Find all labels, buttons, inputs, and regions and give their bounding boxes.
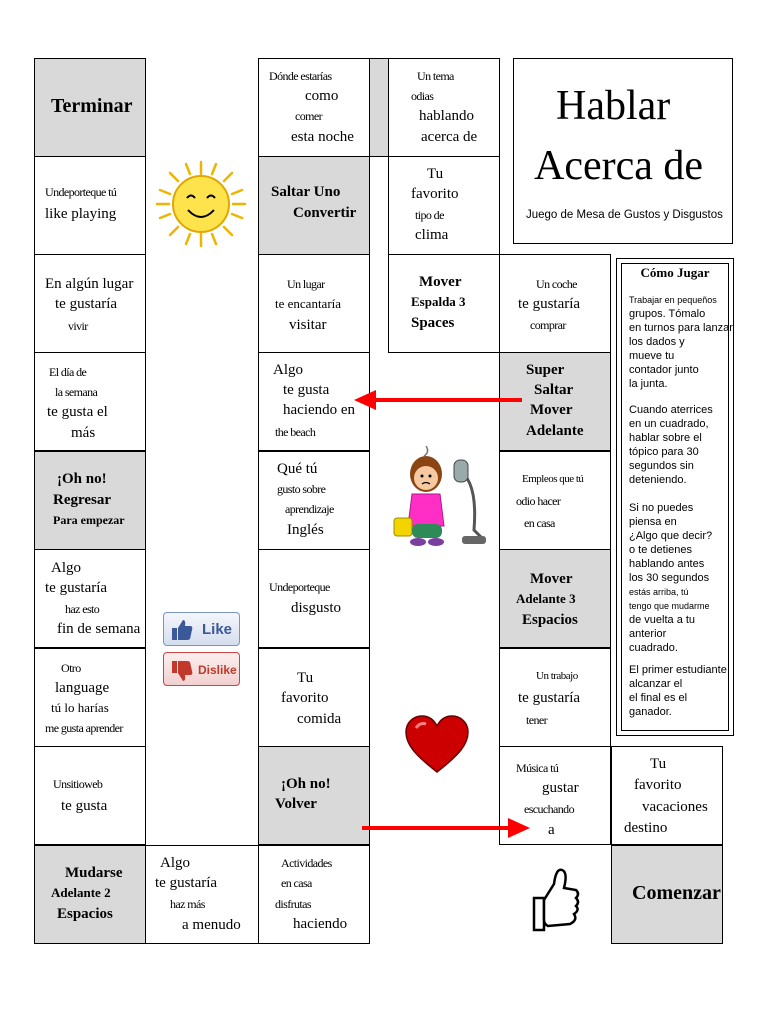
rule-line: contador junto bbox=[629, 364, 699, 376]
square-label: te gusta bbox=[61, 798, 108, 814]
girl-cleaning-icon bbox=[388, 440, 492, 552]
square-label: gusto sobre bbox=[277, 482, 326, 496]
square-label: escuchando bbox=[524, 802, 574, 816]
square-label: disgusto bbox=[291, 600, 342, 616]
square-oh-no-regresar bbox=[34, 451, 146, 550]
rule-line: tengo que mudarme bbox=[629, 601, 710, 611]
square-vacaciones bbox=[611, 746, 723, 845]
square-label: Dónde estarías bbox=[269, 69, 332, 83]
square-donde-comer bbox=[258, 58, 370, 157]
square-label: Saltar Uno bbox=[271, 184, 341, 200]
square-label: Adelante 3 bbox=[516, 591, 576, 606]
square-label: haz esto bbox=[65, 602, 100, 616]
rule-line: ganador. bbox=[629, 706, 672, 718]
square-label: tipo de bbox=[415, 208, 444, 222]
square-label: Música tú bbox=[516, 761, 559, 775]
square-label: Volver bbox=[275, 796, 317, 812]
square-label: Adelante bbox=[526, 423, 584, 439]
square-label: Actividades bbox=[281, 856, 332, 870]
square-label: Undeporteque tú bbox=[45, 185, 117, 199]
square-label: haciendo bbox=[293, 916, 348, 932]
thumbs-down-icon bbox=[170, 659, 194, 683]
rule-line: en turnos para lanzar bbox=[629, 322, 733, 334]
square-fin-semana bbox=[34, 549, 146, 648]
square-label: Tu bbox=[297, 670, 314, 686]
rule-line: estás arriba, tú bbox=[629, 587, 689, 597]
square-deporte-like bbox=[34, 156, 146, 255]
square-label: acerca de bbox=[421, 129, 478, 145]
square-label: Para empezar bbox=[53, 513, 125, 527]
rule-line: anterior bbox=[629, 628, 667, 640]
square-oh-no-volver bbox=[258, 746, 370, 845]
square-label: Empleos que tú bbox=[522, 473, 584, 485]
how-to-play-paragraph-1 bbox=[629, 293, 741, 391]
rule-line: Cuando aterrices bbox=[629, 404, 713, 416]
square-label: Saltar bbox=[534, 382, 574, 398]
square-label: te gustaría bbox=[45, 580, 108, 596]
rule-line: piensa en bbox=[629, 516, 677, 528]
square-label: en casa bbox=[524, 516, 555, 530]
rule-line: deteniendo. bbox=[629, 474, 687, 486]
square-label: a bbox=[548, 822, 555, 838]
connector-strip bbox=[369, 58, 389, 157]
square-terminar bbox=[34, 58, 146, 157]
like-label: Like bbox=[202, 621, 233, 638]
square-tema-odias bbox=[388, 58, 500, 157]
square-label: destino bbox=[624, 820, 668, 836]
square-label: gustar bbox=[542, 780, 579, 796]
square-label: odias bbox=[411, 89, 434, 103]
square-label: te gustaría bbox=[518, 296, 581, 312]
square-label: te gusta el bbox=[47, 404, 108, 420]
rule-line: hablando antes bbox=[629, 558, 705, 570]
rule-line: segundos sin bbox=[629, 460, 694, 472]
square-mudarse bbox=[34, 845, 146, 944]
rule-line: Trabajar en pequeños bbox=[629, 295, 717, 305]
game-title-box bbox=[513, 58, 733, 244]
square-label: Tu bbox=[427, 166, 444, 182]
dislike-button bbox=[163, 652, 240, 686]
square-label: a menudo bbox=[182, 917, 241, 933]
square-label: El día de bbox=[49, 365, 87, 379]
title-line-1: Hablar bbox=[556, 83, 671, 129]
square-label: Super bbox=[526, 362, 565, 378]
square-label: disfrutas bbox=[275, 897, 311, 911]
square-label: ¡Oh no! bbox=[57, 471, 107, 487]
square-label: Mudarse bbox=[65, 865, 123, 881]
square-label: the beach bbox=[275, 425, 316, 439]
square-label: language bbox=[55, 680, 110, 696]
square-label: Espacios bbox=[522, 612, 578, 628]
rule-line: los dados y bbox=[629, 336, 685, 348]
square-label: tú lo harías bbox=[51, 700, 109, 715]
square-label: odio hacer bbox=[516, 494, 561, 508]
square-label: Mover bbox=[530, 402, 573, 418]
square-label: Un tema bbox=[417, 69, 454, 83]
square-ingles bbox=[258, 451, 370, 550]
square-coche bbox=[499, 254, 611, 353]
square-label: Inglés bbox=[287, 522, 324, 538]
how-to-play-paragraph-3 bbox=[629, 501, 741, 655]
square-label: Mover bbox=[419, 274, 462, 290]
square-deporte-disgusto bbox=[258, 549, 370, 648]
square-label: Algo bbox=[51, 560, 81, 576]
square-clima bbox=[388, 156, 500, 255]
rule-line: el final es el bbox=[629, 692, 688, 704]
square-label: Terminar bbox=[51, 95, 133, 117]
thumbs-up-outline-icon bbox=[524, 864, 582, 934]
heart-icon bbox=[404, 714, 470, 774]
square-label: Espacios bbox=[57, 906, 113, 922]
square-label: te encantaría bbox=[275, 296, 342, 311]
rule-line: los 30 segundos bbox=[629, 572, 710, 584]
thumbs-up-icon bbox=[170, 618, 194, 642]
how-to-play-title: Cómo Jugar bbox=[640, 265, 710, 280]
square-label: te gustaría bbox=[55, 296, 118, 312]
how-to-play-paragraph-2 bbox=[629, 403, 741, 487]
square-label: Convertir bbox=[293, 205, 357, 221]
square-label: comida bbox=[297, 711, 342, 727]
rule-line: grupos. Tómalo bbox=[629, 308, 706, 320]
sun-icon bbox=[150, 160, 252, 248]
square-label: Adelante 2 bbox=[51, 885, 111, 900]
square-label: más bbox=[71, 425, 96, 441]
square-label: ¡Oh no! bbox=[281, 776, 331, 792]
square-label: Algo bbox=[160, 855, 190, 871]
square-label: me gusta aprender bbox=[45, 721, 123, 735]
square-label: la semana bbox=[55, 385, 98, 399]
square-label: hablando bbox=[419, 108, 474, 124]
square-label: Algo bbox=[273, 362, 303, 378]
game-subtitle: Juego de Mesa de Gustos y Disgustos bbox=[526, 209, 723, 221]
square-label: vacaciones bbox=[642, 799, 708, 815]
rule-line: alcanzar el bbox=[629, 678, 683, 690]
square-label: Mover bbox=[530, 571, 573, 587]
square-label: te gustaría bbox=[518, 690, 581, 706]
rule-line: o te detienes bbox=[629, 544, 692, 556]
rule-line: tópico para 30 bbox=[629, 446, 699, 458]
square-label: Qué tú bbox=[277, 461, 318, 477]
square-label: clima bbox=[415, 227, 449, 243]
square-label: comprar bbox=[530, 318, 566, 332]
square-label: Unsitioweb bbox=[53, 777, 103, 791]
square-label: favorito bbox=[411, 186, 459, 202]
square-label: esta noche bbox=[291, 129, 354, 145]
square-label: aprendizaje bbox=[285, 502, 334, 516]
rule-line: ¿Algo que decir? bbox=[629, 530, 713, 542]
square-lugar-vivir bbox=[34, 254, 146, 353]
square-label: Un lugar bbox=[287, 277, 325, 291]
square-comida bbox=[258, 648, 370, 747]
square-empleos bbox=[499, 451, 611, 550]
arrow-right-icon bbox=[360, 816, 532, 840]
square-saltar-uno bbox=[258, 156, 370, 255]
rule-line: en un cuadrado, bbox=[629, 418, 709, 430]
square-label: te gusta bbox=[283, 382, 330, 398]
square-label: Un coche bbox=[536, 277, 577, 291]
title-line-2: Acerca de bbox=[534, 143, 704, 189]
square-label: en casa bbox=[281, 876, 312, 890]
square-label: comer bbox=[295, 109, 322, 123]
square-label: Spaces bbox=[411, 315, 455, 331]
square-lugar-visitar bbox=[258, 254, 370, 353]
square-label: haz más bbox=[170, 897, 205, 911]
square-label: tener bbox=[526, 713, 547, 727]
square-label: Otro bbox=[61, 661, 81, 675]
square-dia-semana bbox=[34, 352, 146, 451]
rule-line: El primer estudiante bbox=[629, 664, 727, 676]
dislike-label: Dislike bbox=[198, 663, 237, 677]
square-label: En algún lugar bbox=[45, 276, 134, 292]
square-mover-espalda bbox=[388, 254, 500, 353]
square-label: favorito bbox=[281, 690, 329, 706]
square-label: like playing bbox=[45, 206, 117, 222]
square-sitio-web bbox=[34, 746, 146, 845]
square-trabajo bbox=[499, 648, 611, 747]
like-button bbox=[163, 612, 240, 646]
square-label: visitar bbox=[289, 317, 327, 333]
square-label: te gustaría bbox=[155, 875, 218, 891]
square-actividades bbox=[258, 845, 370, 944]
how-to-play-panel bbox=[616, 258, 734, 736]
rule-line: la junta. bbox=[629, 378, 668, 390]
square-label: Comenzar bbox=[632, 882, 721, 904]
square-label: fin de semana bbox=[57, 621, 141, 637]
square-a-menudo bbox=[145, 845, 259, 944]
square-label: favorito bbox=[634, 777, 682, 793]
square-label: Undeporteque bbox=[269, 580, 330, 594]
rule-line: hablar sobre el bbox=[629, 432, 702, 444]
rule-line: Si no puedes bbox=[629, 502, 694, 514]
square-label: vivir bbox=[68, 319, 88, 333]
square-mover-adelante bbox=[499, 549, 611, 648]
arrow-left-icon bbox=[352, 388, 524, 412]
rule-line: mueve tu bbox=[629, 350, 675, 362]
square-label: haciendo en bbox=[283, 402, 356, 418]
square-label: Regresar bbox=[53, 492, 112, 508]
square-otro-language bbox=[34, 648, 146, 747]
rule-line: de vuelta a tu bbox=[629, 614, 696, 626]
square-comenzar bbox=[611, 845, 723, 944]
square-label: Tu bbox=[650, 756, 667, 772]
rule-line: cuadrado. bbox=[629, 642, 678, 654]
square-label: como bbox=[305, 88, 339, 104]
square-label: Espalda 3 bbox=[411, 294, 466, 309]
how-to-play-paragraph-4 bbox=[629, 663, 741, 719]
square-label: Un trabajo bbox=[536, 670, 578, 682]
